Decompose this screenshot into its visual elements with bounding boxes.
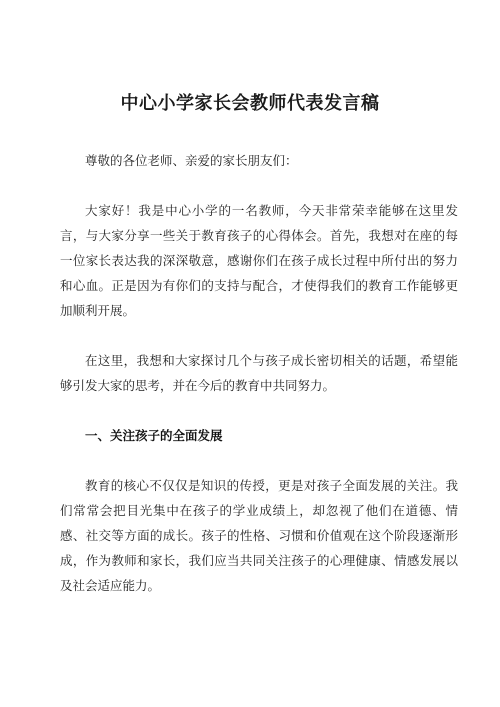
paragraph-gap	[60, 173, 458, 198]
page-title: 中心小学家长会教师代表发言稿	[120, 93, 380, 114]
paragraph-gap	[60, 398, 458, 423]
section-heading-1: 一、关注孩子的全面发展	[85, 428, 223, 443]
paragraph-gap	[60, 323, 458, 348]
paragraph-gap	[60, 448, 458, 473]
paragraph-topics: 在这里，我想和大家探讨几个与孩子成长密切相关的话题，希望能够引发大家的思考，并在今后的教育中共同努力。	[60, 353, 458, 393]
salutation: 尊敬的各位老师、亲爱的家长朋友们：	[85, 153, 298, 168]
paragraph-greeting: 大家好！我是中心小学的一名教师，今天非常荣幸能够在这里发言，与大家分享一些关于教育孩子的心得体会。首先，我想对在座的每一位家长表达我的深深敬意，感谢你们在孩子成长过程中所付出的努力和心血。正是因为有你们的支持与配合，才使得我们的教育工作能够更加顺利开展。	[60, 203, 458, 318]
document-body	[60, 148, 458, 598]
section-1-paragraph: 教育的核心不仅仅是知识的传授，更是对孩子全面发展的关注。我们常常会把目光集中在孩子的学业成绩上，却忽视了他们在道德、情感、社交等方面的成长。孩子的性格、习惯和价值观在这个阶段逐渐形成，作为教师和家长，我们应当共同关注孩子的心理健康、情感发展以及社会适应能力。	[60, 478, 458, 593]
